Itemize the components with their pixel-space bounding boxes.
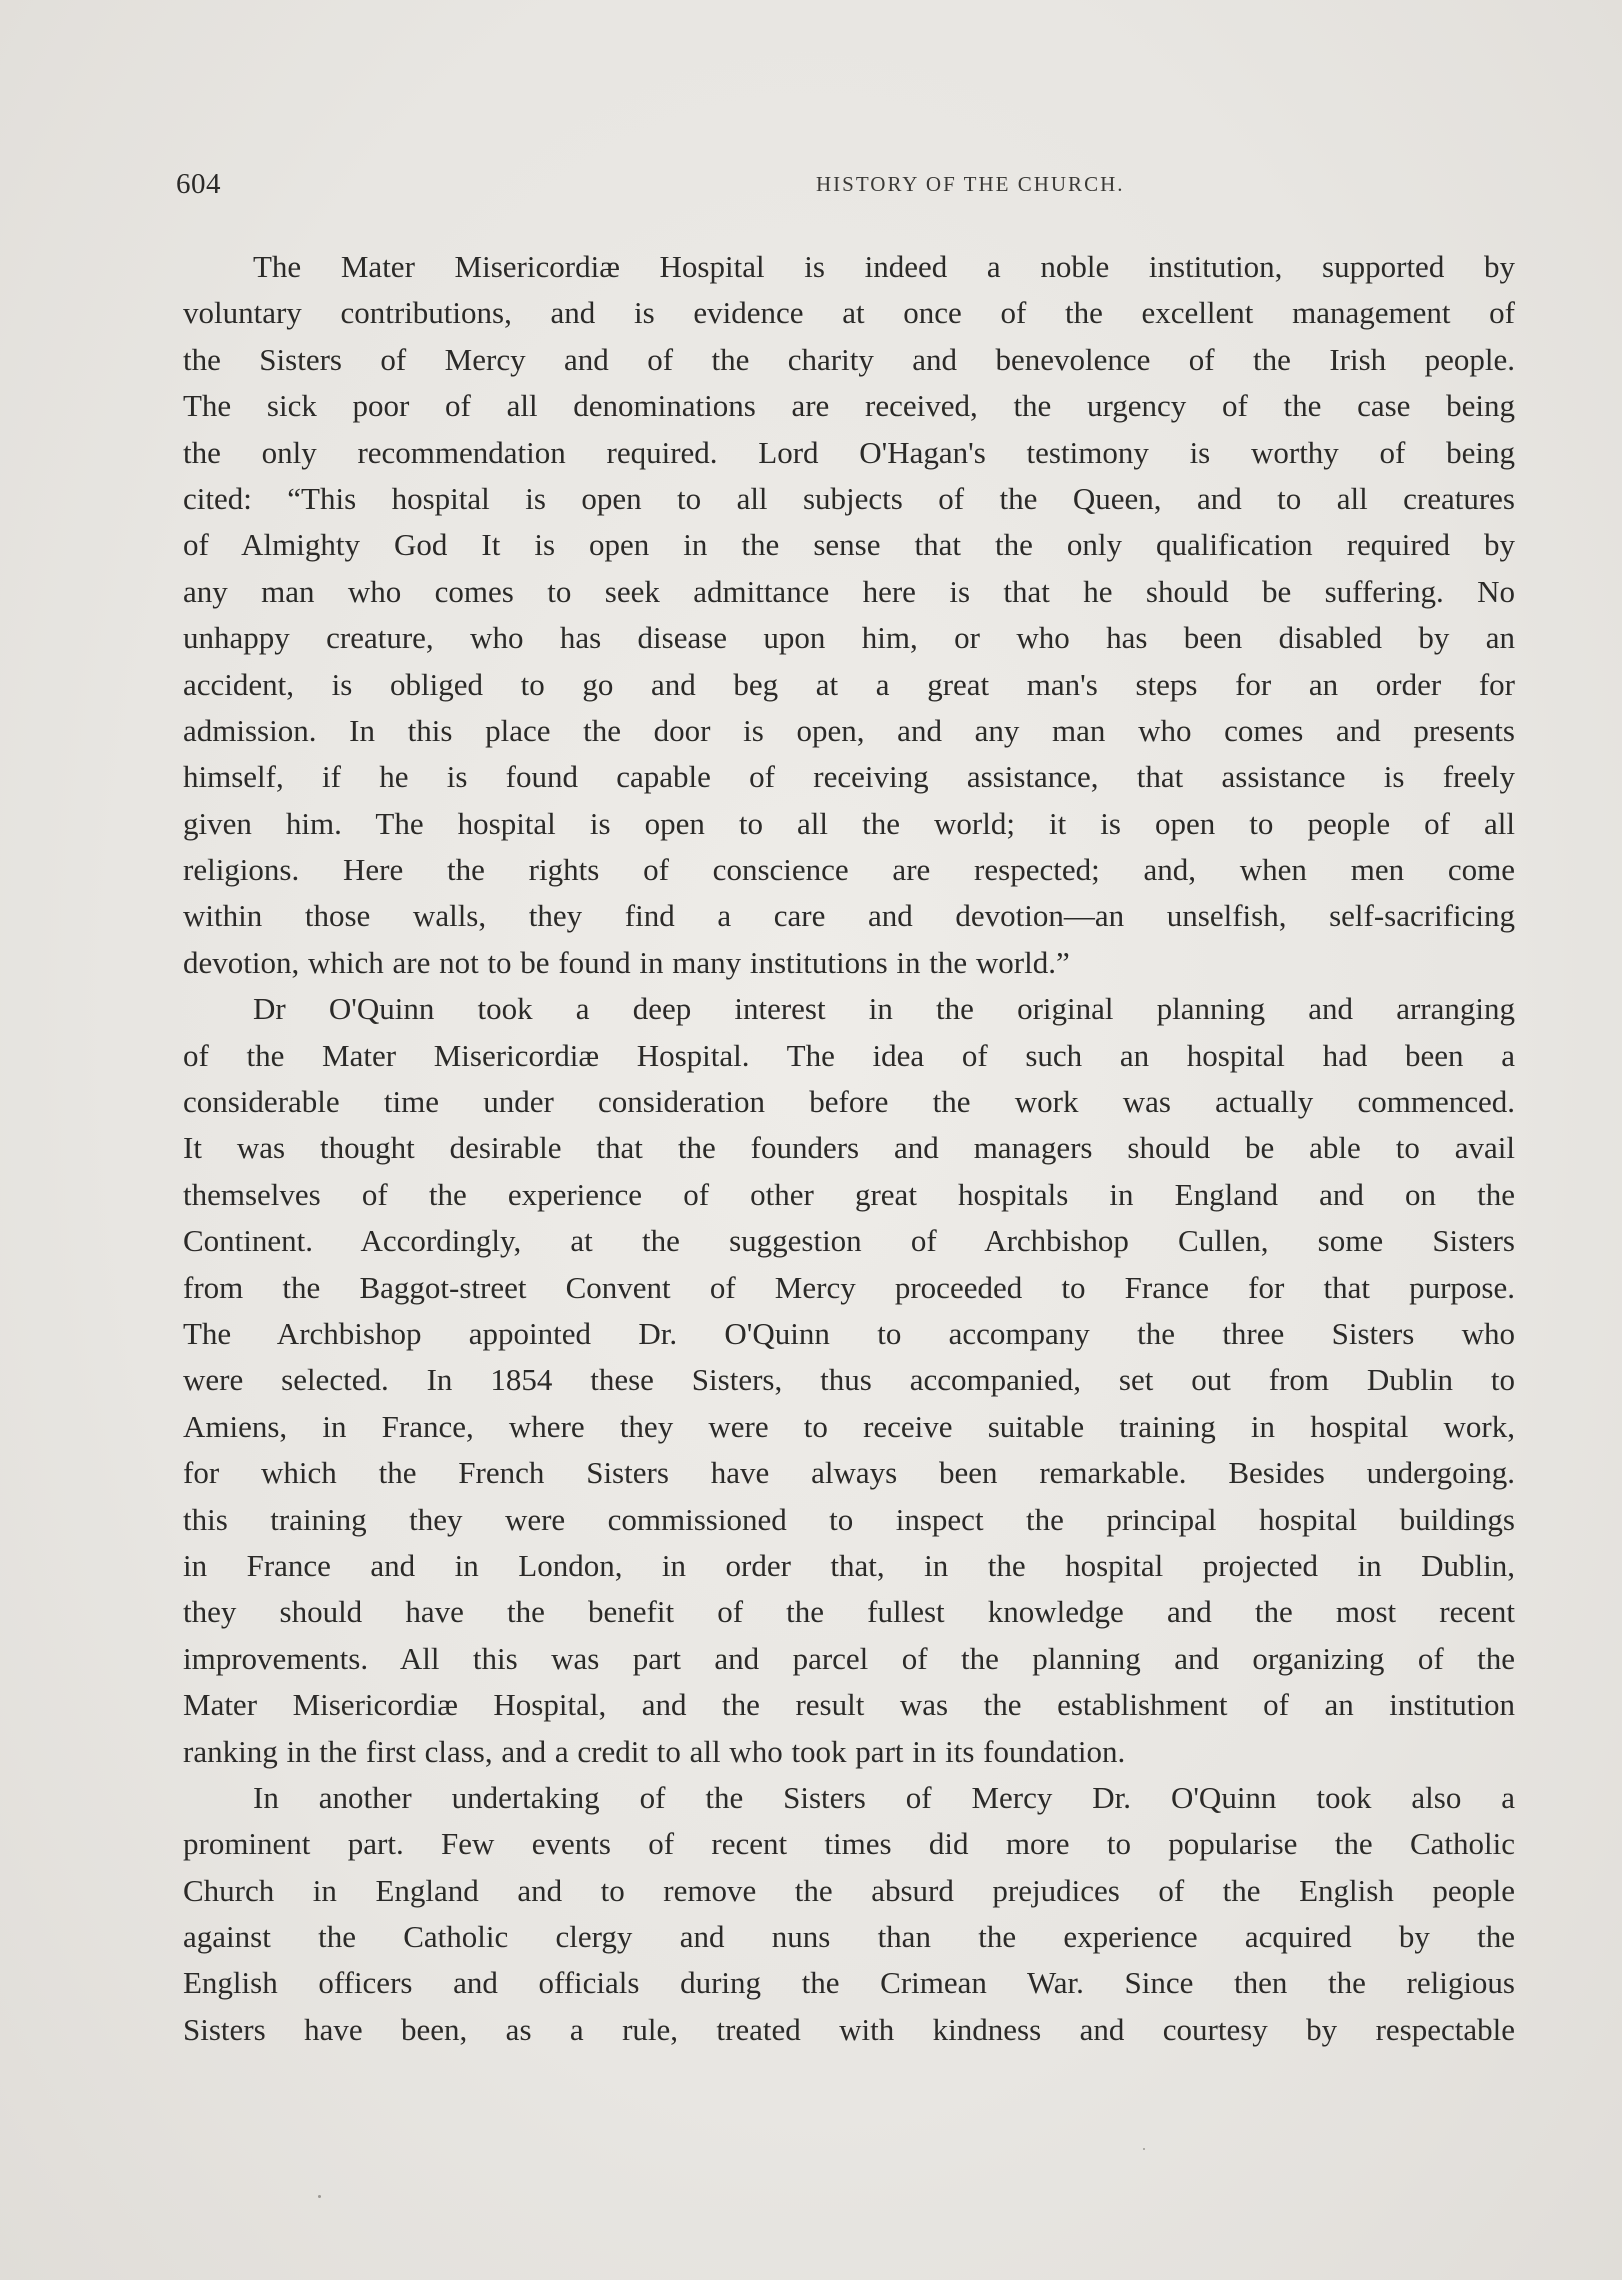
text-line: It was thought desirable that the founders and managers should be able to avail: [183, 1130, 1515, 1166]
text-line: in France and in London, in order that, in the hospital projected in Dublin,: [183, 1547, 1515, 1583]
body-text: [183, 244, 1515, 2053]
page-number: 604: [176, 168, 221, 200]
text-line: from the Baggot-street Convent of Mercy proceeded to France for that purpose.: [183, 1269, 1515, 1305]
text-line: any man who comes to seek admittance here is that he should be suffering. No: [183, 573, 1515, 609]
text-line: accident, is obliged to go and beg at a great man's steps for an order for: [183, 666, 1515, 702]
text-line: within those walls, they find a care and devotion—an unselfish, self-sacrificing: [183, 898, 1515, 934]
page-header: [176, 168, 1516, 204]
text-line: cited: “This hospital is open to all subjects of the Queen, and to all creatures: [183, 480, 1515, 516]
text-line: this training they were commissioned to inspect the principal hospital buildings: [183, 1501, 1515, 1537]
print-speck: [1143, 2148, 1145, 2150]
text-line: English officers and officials during the Crimean War. Since then the religious: [183, 1965, 1515, 2001]
text-line: considerable time under consideration before the work was actually commenced.: [183, 1084, 1515, 1120]
text-line: against the Catholic clergy and nuns than the experience acquired by the: [183, 1919, 1515, 1955]
text-line: of the Mater Misericordiæ Hospital. The idea of such an hospital had been a: [183, 1037, 1515, 1073]
text-line: The sick poor of all denominations are received, the urgency of the case being: [183, 388, 1515, 424]
text-line: ranking in the first class, and a credit to all who took part in its foundation.: [183, 1733, 1126, 1769]
text-line: Church in England and to remove the absurd prejudices of the English people: [183, 1872, 1515, 1908]
text-line: Mater Misericordiæ Hospital, and the result was the establishment of an institution: [183, 1687, 1515, 1723]
text-line: of Almighty God It is open in the sense that the only qualification required by: [183, 527, 1515, 563]
text-line: devotion, which are not to be found in many institutions in the world.”: [183, 944, 1070, 980]
text-line: prominent part. Few events of recent times did more to popularise the Catholic: [183, 1826, 1515, 1862]
text-line: Continent. Accordingly, at the suggestion of Archbishop Cullen, some Sisters: [183, 1223, 1515, 1259]
text-line: Amiens, in France, where they were to receive suitable training in hospital work,: [183, 1408, 1515, 1444]
text-line: given him. The hospital is open to all the world; it is open to people of all: [183, 805, 1515, 841]
text-line: were selected. In 1854 these Sisters, thus accompanied, set out from Dublin to: [183, 1362, 1515, 1398]
text-line: Dr O'Quinn took a deep interest in the original planning and arranging: [253, 991, 1515, 1027]
text-line: himself, if he is found capable of receiving assistance, that assistance is freely: [183, 759, 1515, 795]
print-speck: [318, 2195, 321, 2198]
text-line: the only recommendation required. Lord O'Hagan's testimony is worthy of being: [183, 434, 1515, 470]
text-line: The Mater Misericordiæ Hospital is indeed a noble institution, supported by: [253, 249, 1515, 284]
running-title: HISTORY OF THE CHURCH.: [816, 172, 1125, 196]
text-line: religions. Here the rights of conscience are respected; and, when men come: [183, 852, 1515, 888]
text-line: In another undertaking of the Sisters of Mercy Dr. O'Quinn took also a: [253, 1779, 1515, 1815]
text-line: the Sisters of Mercy and of the charity and benevolence of the Irish people.: [183, 341, 1515, 377]
text-line: they should have the benefit of the fullest knowledge and the most recent: [183, 1594, 1515, 1630]
text-line: unhappy creature, who has disease upon him, or who has been disabled by an: [183, 620, 1515, 656]
text-line: themselves of the experience of other great hospitals in England and on the: [183, 1176, 1515, 1212]
text-line: The Archbishop appointed Dr. O'Quinn to accompany the three Sisters who: [183, 1315, 1515, 1351]
text-line: improvements. All this was part and parcel of the planning and organizing of the: [183, 1640, 1515, 1676]
text-line: voluntary contributions, and is evidence at once of the excellent management of: [183, 295, 1515, 331]
text-line: for which the French Sisters have always been remarkable. Besides undergoing.: [183, 1455, 1515, 1491]
text-line: admission. In this place the door is open, and any man who comes and presents: [183, 712, 1515, 748]
text-line: Sisters have been, as a rule, treated with kindness and courtesy by respectable: [183, 2011, 1515, 2047]
